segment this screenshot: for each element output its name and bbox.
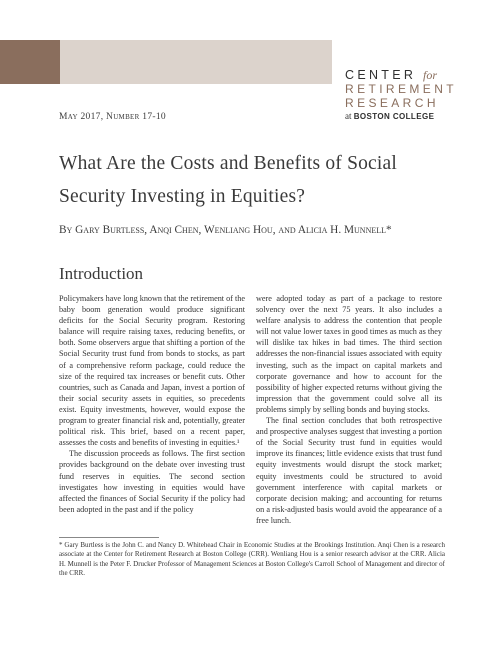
body-paragraph: The final section concludes that both retrospective and prospective analyses suggest that investing a portion of the Social Security trust fund in equities would improve its finances; little evidence exists that trust fund equity investments would disrupt the stock market; equity investments could be structured to avoid government interference with capital markets or corporate decision making; and accounting for returns on a risk-adjusted basis would avoid the appearance of a free lunch. — [256, 416, 442, 525]
logo-research-word: RESEARCH — [345, 96, 439, 110]
logo-for-word: for — [422, 68, 437, 82]
body-paragraph: were adopted today as part of a package to restore solvency over the next 75 years. It also includes a welfare analysis to address the contention that people will not value lower taxes in good times as much as they will dislike tax hikes in bad times. The third section addresses the non-financial issues associated with equity investing, such as the impact on capital markets and corporate governance and how to account for the possibility of higher expected returns without giving the impression that the government could solve all its problems simply by selling bonds and buying stocks. — [256, 294, 442, 414]
body-column-right — [256, 293, 442, 526]
header-band-dark — [0, 40, 60, 84]
header-band-light — [60, 40, 332, 84]
crr-logo — [345, 68, 457, 123]
logo-center-word: CENTER — [345, 68, 417, 82]
page-title: What Are the Costs and Benefits of Social Security Investing in Equities? — [59, 153, 398, 207]
body-paragraph: Policymakers have long known that the retirement of the baby boom generation would produce significant deficits for the Social Security program. Restoring balance will require raising taxes, reducing benefits, or both. Some observers argue that shifting a portion of the Social Security trust fund from bonds to stocks, as part of a comprehensive reform package, could reduce the size of the required tax increases or benefit cuts. Other countries, such as Canada and Japan, invest a portion of their social security assets in equities, so precedents exist. Equity investments, however, would expose the program to greater financial risk and, potentially, greater political risk. This brief, based on a recent paper, assesses the costs and benefits of investing in equities.¹ — [59, 294, 245, 448]
body-column-left — [59, 293, 245, 515]
body-paragraph: The discussion proceeds as follows. The first section provides background on the debate over investing trust fund reserves in equities. The second section investigates how investing in equities would have affected the finances of Social Security if the policy had been adopted in the past and if the policy — [59, 449, 245, 514]
author-footnote: * Gary Burtless is the John C. and Nancy D. Whitehead Chair in Economic Studies at the Brookings Institution. Anqi Chen is a research associate at the Center for Retirement Research at Boston College (CRR). Wenliang Hou is a senior research advisor at the CRR. Alicia H. Munnell is the Peter F. Drucker Professor of Management Sciences at Boston College's Carroll School of Management and director of the CRR. — [59, 541, 445, 578]
footnote-divider — [59, 537, 159, 538]
issue-dateline: May 2017, Number 17-10 — [59, 112, 166, 122]
logo-line-boston — [345, 110, 445, 123]
logo-at-word: at — [345, 111, 352, 121]
logo-retirement-word: RETIREMENT — [345, 82, 457, 96]
logo-boston-college: BOSTON COLLEGE — [353, 112, 435, 121]
section-heading: Introduction — [59, 264, 144, 283]
author-line: By Gary Burtless, Anqi Chen, Wenliang Hou, and Alicia H. Munnell* — [59, 224, 392, 236]
logo-line-center — [345, 68, 445, 82]
